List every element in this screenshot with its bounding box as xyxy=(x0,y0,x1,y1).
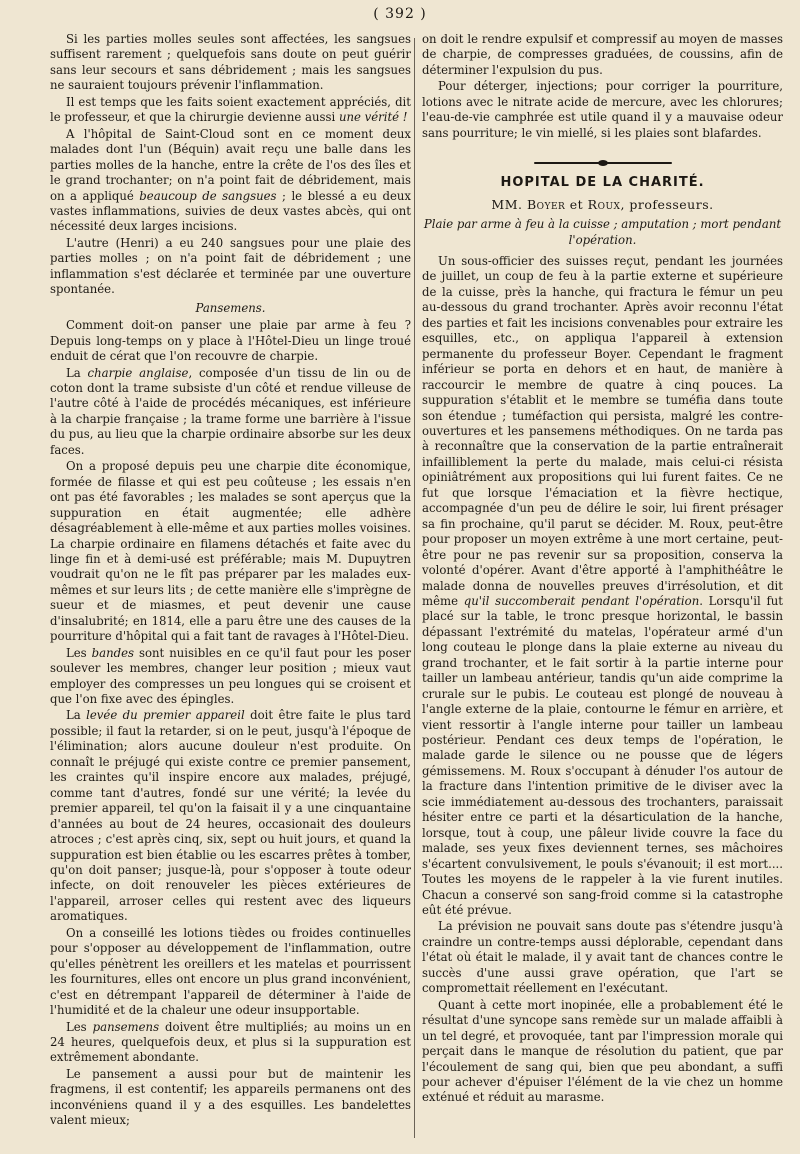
text-run: doit être faite le plus tard possible; il faut la retarder, si on le peut, jusqu'à l'époque de l'élimination; alors aucune douleur n'est produite. On connaît le préjugé qui existe contre ce premier pansement, les craintes qu'il inspire encore aux malades, préjugé, comme tant d'autres, fondé sur une vérité; la levée du premier appareil, tel qu'on la faisait il y a une cinquantaine d'années au bout de 24 heures, occasionait des douleurs atroces ; c'est après cinq, six, sept ou huit jours, et quand la suppuration est bien établie ou les escarres prêtes à tomber, qu'on doit panser; jusque-là, pour s'opposer à toute odeur infecte, on doit renouveler les pièces extérieures de l'appareil, arroser celles qui restent avec des liqueurs aromatiques. xyxy=(50,708,411,924)
text-run: A l'hôpital de Saint-Cloud sont en ce moment deux malades dont l'un (Béquin) avait reçu une balle dans les parties molles de la hanche, entre la crête de l'os des îles et le grand trochanter; on n'a point fait de débridement, mais on a appliqué xyxy=(50,126,411,203)
author-name: Roux xyxy=(587,196,621,212)
emphasis: une vérité ! xyxy=(338,110,408,125)
section-subheading: Pansemens. xyxy=(195,300,266,315)
text-run: . Lorsqu'il fut placé sur la table, le tronc presque horizontal, le bassin dépassant l'extrémité du matelas, l'opérateur armé d'un long couteau le plonge dans la plaie externe au niveau du grand trochanter, et le fait sortir à la partie interne pour tailler un lambeau antérieur, tandis qu'un aide comprime la crurale sur le pubis. Le couteau est plongé de nouveau à l'angle externe de la plaie, contourne le fémur en arrière, et vient ressortir à l'angle interne pour tailler un lambeau postérieur. Pendant ces deux temps de l'opération, le malade garde le silence ou ne pousse que de légers gémissemens. M. Roux s'occupant à dénuder l'os autour de la fracture dans l'intention primitive de le diviser avec la scie immédiatement au-dessous des trochanters, paraissait hésiter entre ce parti et la désarticulation de la hanche, lorsque, tout à coup, une pâleur livide couvre la face du malade, ses yeux fixes deviennent ternes, ses mâchoires s'écartent convulsivement, le pouls s'évanouit; il est mort.... Toutes les moyens de le rappeler à la vie furent inutiles. Chacun a conservé son sang-froid comme si la catastrophe eût été prévue. xyxy=(422,593,783,918)
emphasis: pansemens xyxy=(92,1019,160,1034)
case-title: Plaie par arme à feu à la cuisse ; amputation ; mort pendant l'opération. xyxy=(423,217,782,247)
paragraph xyxy=(50,646,411,708)
paragraph xyxy=(50,127,411,235)
paragraph xyxy=(50,1020,411,1066)
paragraph xyxy=(50,708,411,924)
paragraph: Quant à cette mort inopinée, elle a probablement été le résultat d'une syncope sans remède sur un malade affaibli à un tel degré, et provoquée, tant par l'impression morale qui perçait dans le manque de résolution du patient, que par l'écoulement de sang qui, bien que peu abondant, a suffi pour achever d'épuiser l'élément de la vie chez un homme exténué et réduit au marasme. xyxy=(422,997,783,1105)
paragraph: Comment doit-on panser une plaie par arme à feu ? Depuis long-temps on y place à l'Hôtel-Dieu un linge troué enduit de cérat que l'on recouvre de charpie. xyxy=(50,318,411,364)
right-column xyxy=(422,32,783,1142)
text-run: , composée d'un tissu de lin ou de coton dont la trame subsiste d'un côté et rendue villeuse de l'autre côté à l'aide de procédés mécaniques, est inférieure à la charpie française ; la trame forme une barrière à l'issue du pus, au lieu que la charpie ordinaire absorbe sur les deux faces. xyxy=(50,365,411,457)
text-run: doivent être multipliés; au moins un en 24 heures, quelquefois deux, et plus si la suppuration est extrêmement abondante. xyxy=(50,1019,411,1065)
paragraph: Si les parties molles seules sont affectées, les sangsues suffisent rarement ; quelquefois sans doute on peut guérir sans leur secours et sans débridement ; mais les sangsues ne sauraient toujours prévenir l'inflammation. xyxy=(50,32,411,93)
text-run: Un sous-officier des suisses reçut, pendant les journées de juillet, un coup de feu à la partie externe et supérieure de la cuisse, près la hanche, qui fractura le fémur un peu au-dessous du grand trochanter. Après avoir reconnu l'état des parties et fait les incisions convenables pour extraire les esquilles, etc., on appliqua l'appareil à extension permanente du professeur Boyer. Cependant le fragment inférieur se porta en dehors et en haut, de manière à raccourcir le membre de quatre à cinq pouces. La suppuration s'établit et le membre se tuméfia dans toute son étendue ; tuméfaction qui persista, malgré les contre-ouvertures et les pansemens méthodiques. On ne tarda pas à reconnaître que la conservation de la partie entraînerait infailliblement la perte du malade, mais celui-ci résista opiniâtrément aux propositions qui lui furent faites. Ce ne fut que lorsque l'émaciation et la fièvre hectique, accompagnée d'un peu de délire le soir, lui firent présager sa fin prochaine, qu'il parut se décider. M. Roux, peut-être pour proposer un moyen extrême à une mort certaine, peut-être pour ne pas revenir sur sa proposition, conserva la volonté d'opérer. Avant d'être apporté à l'amphithéâtre le malade donna de nouvelles preuves d'irrésolution, et dit même xyxy=(422,253,783,608)
text-run: ; le blessé a eu deux vastes inflammations, suivies de deux vastes abcès, qui ont nécessité deux larges incisions. xyxy=(50,188,411,234)
paragraph: Pour déterger, injections; pour corriger la pourriture, lotions avec le nitrate acide de mercure, avec les chlorures; l'eau-de-vie camphrée est utile quand il y a mauvaise odeur sans pourriture; le vin miellé, si les plaies sont blafardes. xyxy=(422,79,783,140)
emphasis: levée du premier appareil xyxy=(86,708,245,723)
left-column xyxy=(50,32,411,1142)
authors-line xyxy=(422,197,783,212)
paragraph xyxy=(50,95,411,126)
text-run: MM. xyxy=(491,196,527,212)
emphasis: qu'il succomberait pendant l'opération xyxy=(463,593,700,608)
page-number: ( 392 ) xyxy=(373,6,427,22)
text-run: Les xyxy=(66,1019,93,1034)
text-run: , professeurs. xyxy=(620,196,714,212)
paragraph: On a conseillé les lotions tièdes ou froides continuelles pour s'opposer au développement de l'inflammation, outre qu'elles pénètrent les oreillers et les matelas et pourrissent les fournitures, elles ont encore un plus grand inconvénient, c'est en détrempant l'appareil de déterminer à l'aide de l'humidité et de la chaleur une odeur insupportable. xyxy=(50,925,411,1018)
emphasis: charpie anglaise xyxy=(87,365,189,380)
paragraph xyxy=(422,254,783,918)
paragraph: La prévision ne pouvait sans doute pas s'étendre jusqu'à craindre un contre-temps aussi déplorable, cependant dans l'état où était le malade, il y avait tant de chances contre le succès d'une aussi grave opération, que l'art se compromettait réellement en l'exécutant. xyxy=(422,919,783,996)
paragraph: L'autre (Henri) a eu 240 sangsues pour une plaie des parties molles ; on n'a point fait de débridement ; une inflammation s'est déclarée et terminée par une ouverture spontanée. xyxy=(50,235,411,297)
emphasis: bandes xyxy=(91,645,135,660)
paragraph: On a proposé depuis peu une charpie dite économique, formée de filasse et qui est peu coûteuse ; les essais n'en ont pas été favorables ; les malades se sont aperçus que la suppuration en était augmentée; elle adhère désagréablement à elle-même et aux parties molles voisines. La charpie ordinaire en filamens détachés et faite avec du linge fin et à demi-usé est préférable; mais M. Dupuytren voudrait qu'on ne le fît pas préparer par les malades eux-mêmes et sur leurs lits ; de cette manière elle s'imprègne de sueur et de miasmes, et peut devenir une cause d'insalubrité; en 1814, elle a paru être une des causes de la pourriture d'hôpital qui a fait tant de ravages à l'Hôtel-Dieu. xyxy=(50,459,411,644)
paragraph xyxy=(50,366,411,459)
text-run: et xyxy=(565,196,588,212)
paragraph: on doit le rendre expulsif et compressif au moyen de masses de charpie, de compresses graduées, de coussins, afin de déterminer l'expulsion du pus. xyxy=(422,32,783,77)
text-run: La xyxy=(66,708,87,723)
ornament-divider xyxy=(422,155,783,163)
section-heading: HOPITAL DE LA CHARITÉ. xyxy=(500,175,705,191)
text-run: sont nuisibles en ce qu'il faut pour les poser soulever les membres, changer leur position ; mieux vaut employer des compresses un peu longues qui se croisent et que l'on fixe avec des épingles. xyxy=(50,645,411,707)
author-name: Boyer xyxy=(526,196,566,212)
paragraph: Le pansement a aussi pour but de maintenir les fragmens, il est contentif; les appareils permanens ont des inconvéniens quand il y a des esquilles. Les bandelettes valent mieux; xyxy=(50,1066,411,1128)
text-run: La xyxy=(66,365,88,380)
text-run: Les xyxy=(66,645,92,660)
emphasis: beaucoup de sangsues xyxy=(139,188,277,203)
text-run: Il est temps que les faits soient exactement appréciés, dit le professeur, et que la chirurgie devienne aussi xyxy=(50,94,411,125)
column-divider xyxy=(414,38,415,1138)
